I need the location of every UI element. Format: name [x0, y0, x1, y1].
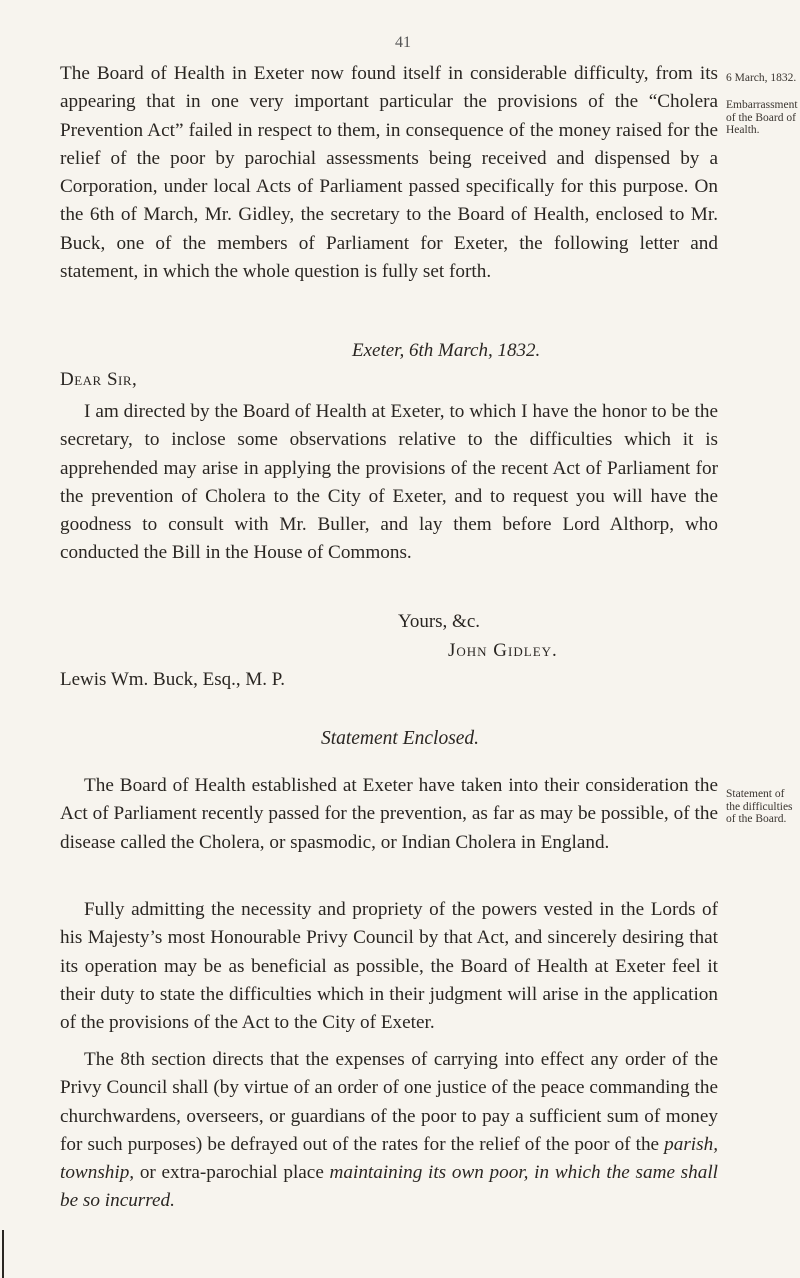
intro-paragraph: The Board of Health in Exeter now found itself in considerable difficulty, from its appearing that in one very important particular the provisions of the “Cholera Prevention Act” failed in respect to them, in consequence of the money raised for the relief of the poor by parochial assessments being received and dispensed by a Corporation, under local Acts of Parliament passed specifically for this purpose. On the 6th of March, Mr. Gidley, the secretary to the Board of Health, enclosed to Mr. Buck, one of the members of Parliament for Exeter, the following letter and statement, in which the whole question is fully set forth. [60, 63, 718, 283]
letter-closing: Yours, &c. [398, 611, 481, 632]
statement-paragraph-3 [60, 1046, 718, 1216]
page-number: 41 [395, 34, 411, 51]
margin-note-embarrassment: Embarrassment of the Board of Health. [726, 99, 798, 136]
statement-paragraph-3-mid: or extra-parochial place [134, 1162, 330, 1184]
statement-heading: Statement Enclosed. [320, 728, 480, 749]
statement-paragraph-3-italic: parish, township, [60, 1133, 718, 1184]
letter-salutation: Dear Sir, [60, 369, 138, 390]
letter-dateline: Exeter, 6th March, 1832. [352, 340, 541, 361]
letter-signature: John Gidley. [448, 640, 558, 661]
page-edge-rule [2, 1230, 4, 1278]
statement-paragraph-3-start: The 8th section directs that the expenses of carrying into effect any order of the Privy Council shall (by virtue of an order of one justice of the peace commanding the churchwardens, overseers, or guardians of the poor to pay a sufficient sum of money for such purposes) be defrayed out of the rates for the relief of the poor of the [60, 1049, 718, 1155]
letter-addressee: Lewis Wm. Buck, Esq., M. P. [60, 669, 286, 690]
statement-paragraph-1: The Board of Health established at Exeter have taken into their consideration the Act of Parliament recently passed for the prevention, as far as may be possible, of the disease called the Cholera, or spasmodic, or Indian Cholera in England. [60, 775, 718, 853]
margin-note-date: 6 March, 1832. [726, 72, 797, 84]
statement-paragraph-3-end: maintaining its own poor, in which the same shall be so incurred. [60, 1162, 718, 1212]
letter-body: I am directed by the Board of Health at Exeter, to which I have the honor to be the secretary, to inclose some observations relative to the difficulties which it is apprehended may arise in applying the provisions of the recent Act of Parliament for the prevention of Cholera to the City of Exeter, and to request you will have the goodness to consult with Mr. Buller, and lay them before Lord Althorp, who conducted the Bill in the House of Commons. [60, 401, 718, 564]
margin-note-statement: Statement of the difficulties of the Board. [726, 788, 793, 825]
statement-paragraph-2: Fully admitting the necessity and propriety of the powers vested in the Lords of his Majesty’s most Honourable Privy Council by that Act, and sincerely desiring that its operation may be as beneficial as possible, the Board of Health at Exeter feel it their duty to state the difficulties which in their judgment will arise in the application of the provisions of the Act to the City of Exeter. [60, 899, 718, 1034]
